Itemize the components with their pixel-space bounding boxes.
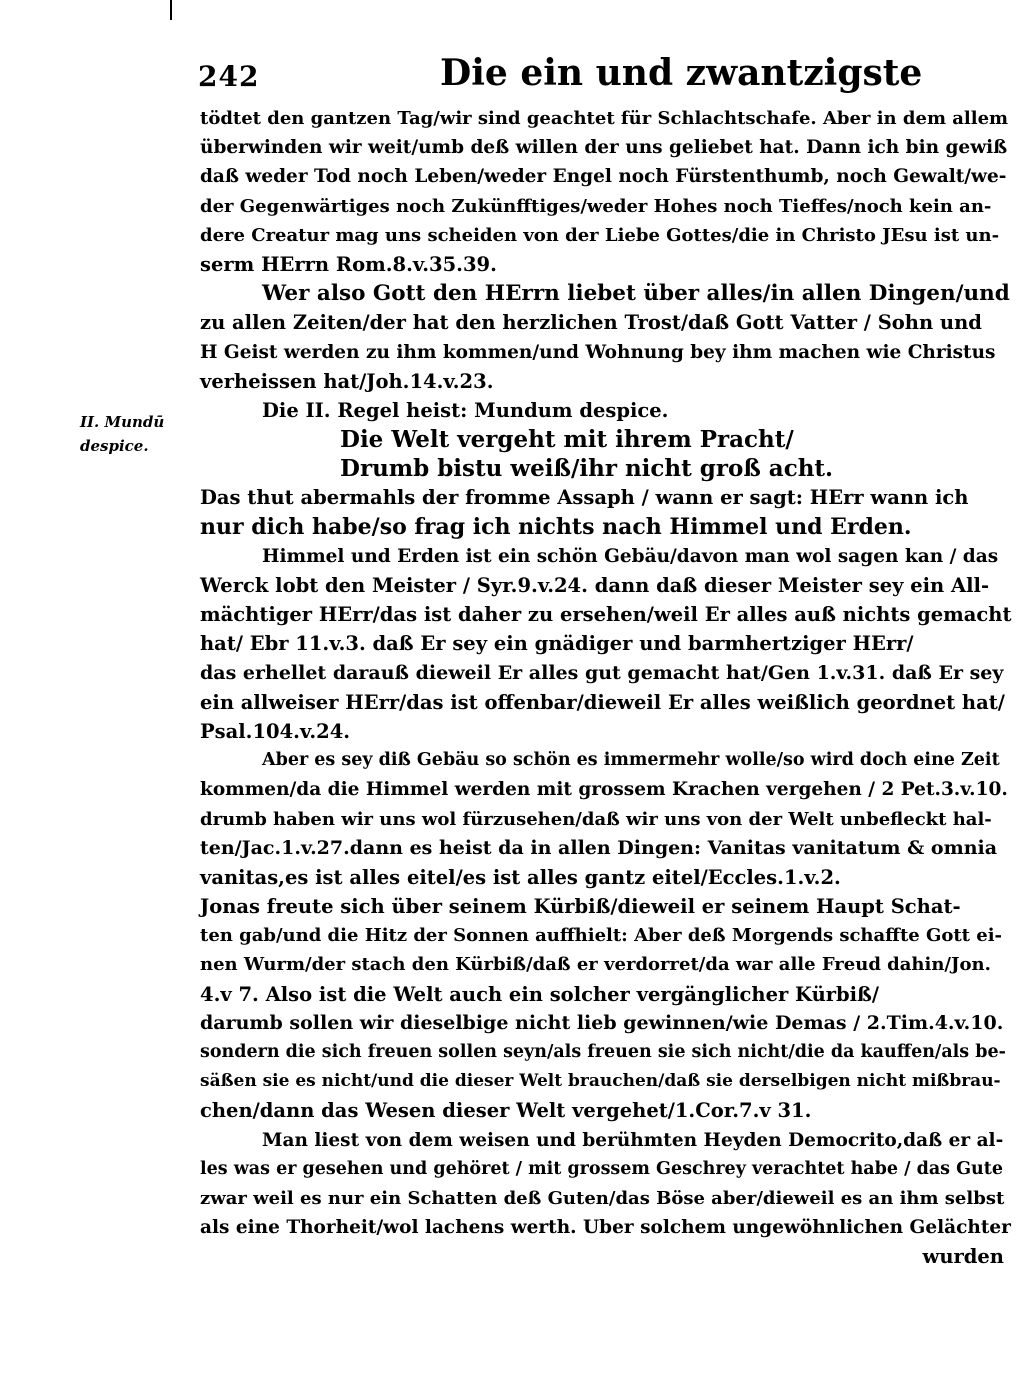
text-line: zwar weil es nur ein Schatten deß Guten/das Böse aber/dieweil es an ihm selbst	[200, 1187, 1005, 1209]
margin-note-line: despice.	[80, 437, 149, 455]
verse-line: Drumb bistu weiß/ihr nicht groß acht.	[340, 455, 834, 483]
text-line: sondern die sich freuen sollen seyn/als freuen sie sich nicht/die da kauffen/als be-	[200, 1042, 1006, 1062]
text-line: vanitas,es ist alles eitel/es ist alles gantz eitel/Eccles.1.v.2.	[200, 865, 841, 889]
text-line: serm HErrn Rom.8.v.35.39.	[200, 252, 497, 276]
text-line: überwinden wir weit/umb deß willen der uns geliebet hat. Dann ich bin gewiß	[200, 137, 1008, 159]
text-line: ten gab/und die Hitz der Sonnen auffhielt: Aber deß Morgends schaffte Gott ei-	[200, 925, 1003, 947]
text-line: les was er gesehen und gehöret / mit grossem Geschrey verachtet habe / das Gute	[200, 1158, 1004, 1179]
text-line: H Geist werden zu ihm kommen/und Wohnung bey ihm machen wie Christus	[200, 341, 996, 363]
text-line: kommen/da die Himmel werden mit grossem Krachen vergehen / 2 Pet.3.v.10.	[200, 779, 1008, 801]
rule-heading: Die II. Regel heist: Mundum despice.	[262, 398, 669, 422]
text-line: Das thut abermahls der fromme Assaph / wann er sagt: HErr wann ich	[200, 486, 969, 510]
text-line: Man liest von dem weisen und berühmten Heyden Democrito,daß er al-	[262, 1129, 1004, 1151]
text-line: Himmel und Erden ist ein schön Gebäu/davon man wol sagen kan / das	[262, 545, 999, 567]
top-edge-mark	[170, 0, 172, 20]
text-line: 4.v 7. Also ist die Welt auch ein solcher vergänglicher Kürbiß/	[200, 982, 879, 1006]
text-line: dere Creatur mag uns scheiden von der Liebe Gottes/die in Christo JEsu ist un-	[200, 224, 1000, 246]
text-line: darumb sollen wir dieselbige nicht lieb gewinnen/wie Demas / 2.Tim.4.v.10.	[200, 1011, 1004, 1034]
catchword: wurden	[922, 1245, 1004, 1269]
text-line: als eine Thorheit/wol lachens werth. Uber solchem ungewöhnlichen Gelächter	[200, 1217, 1011, 1239]
text-line: nen Wurm/der stach den Kürbiß/daß er verdorret/da war alle Freud dahin/Jon.	[200, 954, 991, 976]
text-line: Psal.104.v.24.	[200, 719, 351, 743]
verse-line: Die Welt vergeht mit ihrem Pracht/	[340, 426, 794, 454]
text-line: mächtiger HErr/das ist daher zu ersehen/weil Er alles auß nichts gemacht	[200, 603, 1012, 627]
text-line: nur dich habe/so frag ich nichts nach Himmel und Erden.	[200, 513, 912, 540]
text-line: verheissen hat/Joh.14.v.23.	[200, 369, 494, 393]
text-line: ten/Jac.1.v.27.dann es heist da in allen Dingen: Vanitas vanitatum & omnia	[200, 836, 998, 859]
text-line: säßen sie es nicht/und die dieser Welt brauchen/daß sie derselbigen nicht mißbrau-	[200, 1071, 1001, 1092]
text-line: drumb haben wir uns wol fürzusehen/daß wir uns von der Welt unbefleckt hal-	[200, 808, 992, 830]
text-line: Aber es sey diß Gebäu so schön es immermehr wolle/so wird doch eine Zeit	[262, 750, 1000, 771]
margin-note	[80, 410, 164, 458]
text-line: das erhellet darauß dieweil Er alles gut gemacht hat/Gen 1.v.31. daß Er sey	[200, 661, 1004, 684]
body-text	[200, 104, 1010, 1272]
page-number: 242	[198, 60, 260, 93]
text-line: Werck lobt den Meister / Syr.9.v.24. dann daß dieser Meister sey ein All-	[200, 574, 990, 597]
text-line: tödtet den gantzen Tag/wir sind geachtet für Schlachtschafe. Aber in dem allem	[200, 108, 1009, 129]
margin-note-line: II. Mundū	[80, 413, 165, 431]
text-line: ein allweiser HErr/das ist offenbar/dieweil Er alles weißlich geordnet hat/	[200, 690, 1005, 714]
text-line: daß weder Tod noch Leben/weder Engel noch Fürstenthumb, noch Gewalt/we-	[200, 166, 1007, 188]
text-line: zu allen Zeiten/der hat den herzlichen Trost/daß Gott Vatter / Sohn und	[200, 311, 982, 335]
text-line: der Gegenwärtiges noch Zukünfftiges/weder Hohes noch Tieffes/noch kein an-	[200, 195, 992, 217]
text-line: Jonas freute sich über seinem Kürbiß/dieweil er seinem Haupt Schat-	[200, 895, 961, 919]
text-line: Wer also Gott den HErrn liebet über alles/in allen Dingen/und	[262, 281, 1010, 307]
text-line: chen/dann das Wesen dieser Welt vergehet/1.Cor.7.v 31.	[200, 1099, 812, 1123]
running-head: Die ein und zwantzigste	[440, 52, 923, 94]
text-line: hat/ Ebr 11.v.3. daß Er sey ein gnädiger und barmhertziger HErr/	[200, 632, 914, 656]
